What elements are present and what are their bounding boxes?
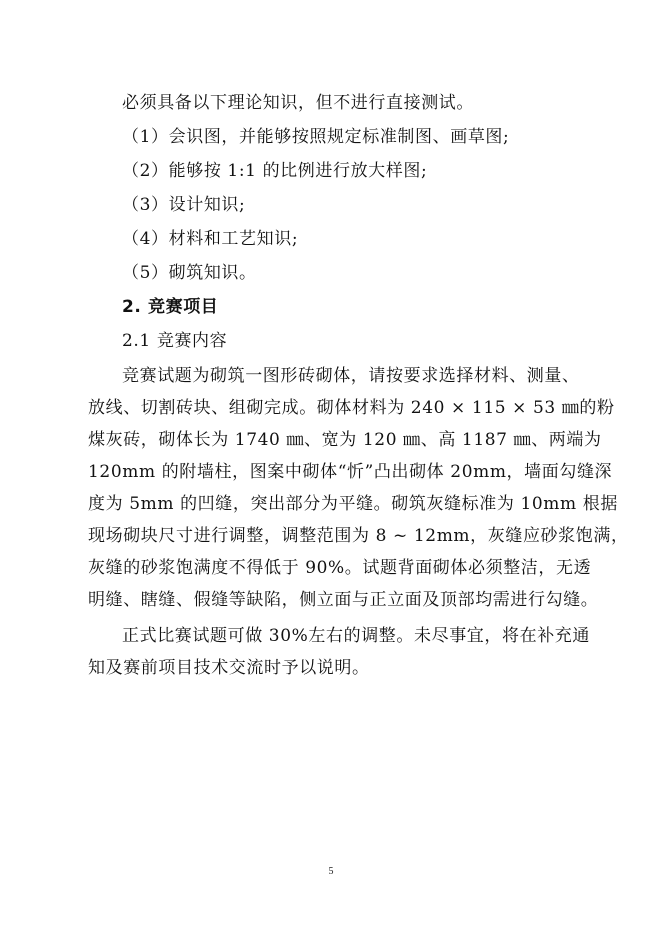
list-item-5: （5）砌筑知识。 xyxy=(122,263,257,283)
subsection-heading-2-1: 2.1 竞赛内容 xyxy=(122,331,228,351)
paragraph-line: 知及赛前项目技术交流时予以说明。 xyxy=(88,658,370,678)
paragraph-line: 放线、切割砖块、组砌完成。砌体材料为 240 × 115 × 53 ㎜的粉 xyxy=(88,398,615,418)
list-item-1: （1）会识图，并能够按照规定标准制图、画草图; xyxy=(122,127,510,147)
page-content xyxy=(88,88,629,688)
intro-line: 必须具备以下理论知识，但不进行直接测试。 xyxy=(122,93,474,113)
paragraph-line: 现场砌块尺寸进行调整，调整范围为 8 ~ 12mm，灰缝应砂浆饱满， xyxy=(88,526,629,546)
paragraph-line: 明缝、瞎缝、假缝等缺陷，侧立面与正立面及顶部均需进行勾缝。 xyxy=(88,590,599,610)
list-item-4: （4）材料和工艺知识; xyxy=(122,229,299,249)
page-number: 5 xyxy=(328,866,334,877)
paragraph-line: 120mm 的附墙柱，图案中砌体“忻”凸出砌体 20mm，墙面勾缝深 xyxy=(88,462,613,482)
list-item-2: （2）能够按 1:1 的比例进行放大样图; xyxy=(122,161,428,181)
paragraph-line: 煤灰砖，砌体长为 1740 ㎜、宽为 120 ㎜、高 1187 ㎜、两端为 xyxy=(88,430,602,450)
paragraph-line: 灰缝的砂浆饱满度不得低于 90%。试题背面砌体必须整洁，无透 xyxy=(88,558,592,578)
competition-content-paragraph xyxy=(88,360,629,616)
paragraph-line: 竞赛试题为砌筑一图形砖砌体，请按要求选择材料、测量、 xyxy=(122,366,580,386)
adjustment-paragraph xyxy=(88,620,590,684)
section-heading-2: 2. 竞赛项目 xyxy=(122,297,219,317)
paragraph-line: 度为 5mm 的凹缝，突出部分为平缝。砌筑灰缝标准为 10mm 根据 xyxy=(88,494,618,514)
paragraph-line: 正式比赛试题可做 30%左右的调整。未尽事宜，将在补充通 xyxy=(122,626,590,646)
list-item-3: （3）设计知识; xyxy=(122,195,246,215)
